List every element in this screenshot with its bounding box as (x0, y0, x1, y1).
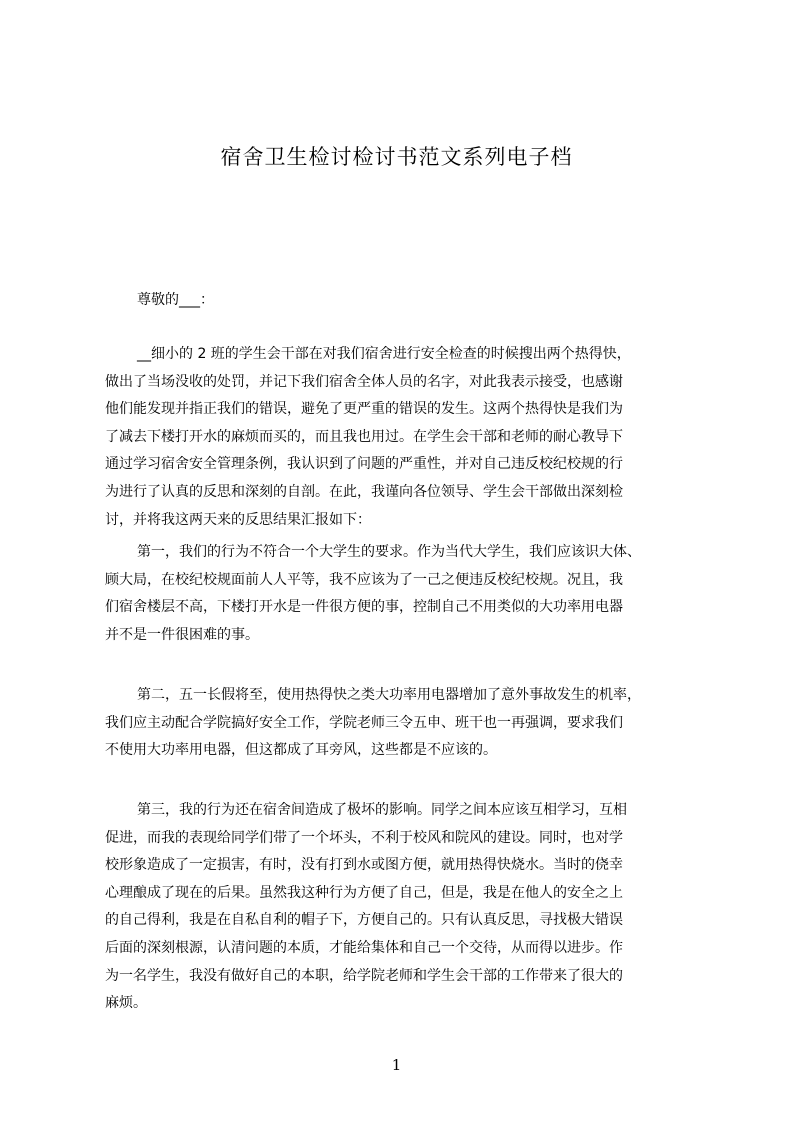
paragraph-line: 了减去下楼打开水的麻烦而买的，而且我也用过。在学生会干部和老师的耐心教导下 (105, 428, 623, 445)
paragraph-1 (105, 341, 699, 534)
paragraph-line: 做出了当场没收的处罚，并记下我们宿舍全体人员的名字，对此我表示接受，也感谢 (105, 373, 623, 390)
paragraph-line: 为进行了认真的反思和深刻的自剖。在此，我谨向各位领导、学生会干部做出深刻检 (105, 483, 623, 500)
paragraph-line: 的自己得利，我是在自私自利的帽子下，方便自己的。只有认真反思，寻找极大错误 (105, 912, 623, 929)
paragraph-line: 心理酿成了现在的后果。虽然我这种行为方便了自己，但是，我是在他人的安全之上 (105, 884, 623, 901)
paragraph-line: 为一名学生，我没有做好自己的本职，给学院老师和学生会干部的工作带来了很大的 (105, 967, 623, 984)
paragraph-line: 第三，我的行为还在宿舍间造成了极坏的影响。同学之间本应该互相学习，互相 (137, 802, 627, 818)
paragraph-line: 麻烦。 (105, 995, 147, 1012)
paragraph-line: 讨，并将我这两天来的反思结果汇报如下： (105, 511, 371, 528)
paragraph-line: 促进，而我的表现给同学们带了一个坏头，不利于校风和院风的建设。同时，也对学 (105, 829, 623, 846)
paragraph-line: 并不是一件很困难的事。 (105, 626, 259, 643)
paragraph-line: 校形象造成了一定损害，有时，没有打到水或图方便，就用热得快烧水。当时的侥幸 (105, 857, 623, 874)
paragraph-line: 我们应主动配合学院搞好安全工作，学院老师三令五申、班干也一再强调，要求我们 (105, 714, 623, 731)
paragraph-line: 第二，五一长假将至，使用热得快之类大功率用电器增加了意外事故发生的机率， (137, 687, 641, 703)
paragraph-line: __细小的 2 班的学生会干部在对我们宿舍进行安全检查的时候搜出两个热得快， (137, 346, 631, 362)
paragraph-2 (105, 539, 699, 649)
paragraph-line: 们宿舍楼层不高，下楼打开水是一件很方便的事，控制自己不用类似的大功率用电器 (105, 599, 623, 616)
paragraph-line: 通过学习宿舍安全管理条例，我认识到了问题的严重性，并对自己违反校纪校规的行 (105, 456, 623, 473)
paragraph-line: 他们能发现并指正我们的错误，避免了更严重的错误的发生。这两个热得快是我们为 (105, 401, 623, 418)
salutation: 尊敬的___： (137, 292, 214, 308)
page-number: 1 (391, 1056, 402, 1074)
paragraph-line: 不使用大功率用电器，但这都成了耳旁风，这些都是不应该的。 (105, 742, 497, 759)
paragraph-line: 后面的深刻根源，认清问题的本质，才能给集体和自己一个交待，从而得以进步。作 (105, 939, 623, 956)
paragraph-3 (105, 682, 699, 765)
document-title: 宿舍卫生检讨检讨书范文系列电子档 (220, 145, 573, 169)
paragraph-line: 顾大局，在校纪校规面前人人平等，我不应该为了一己之便违反校纪校规。况且，我 (105, 571, 623, 588)
paragraph-line: 第一，我们的行为不符合一个大学生的要求。作为当代大学生，我们应该识大体、 (137, 544, 641, 560)
paragraph-4 (105, 797, 699, 1018)
